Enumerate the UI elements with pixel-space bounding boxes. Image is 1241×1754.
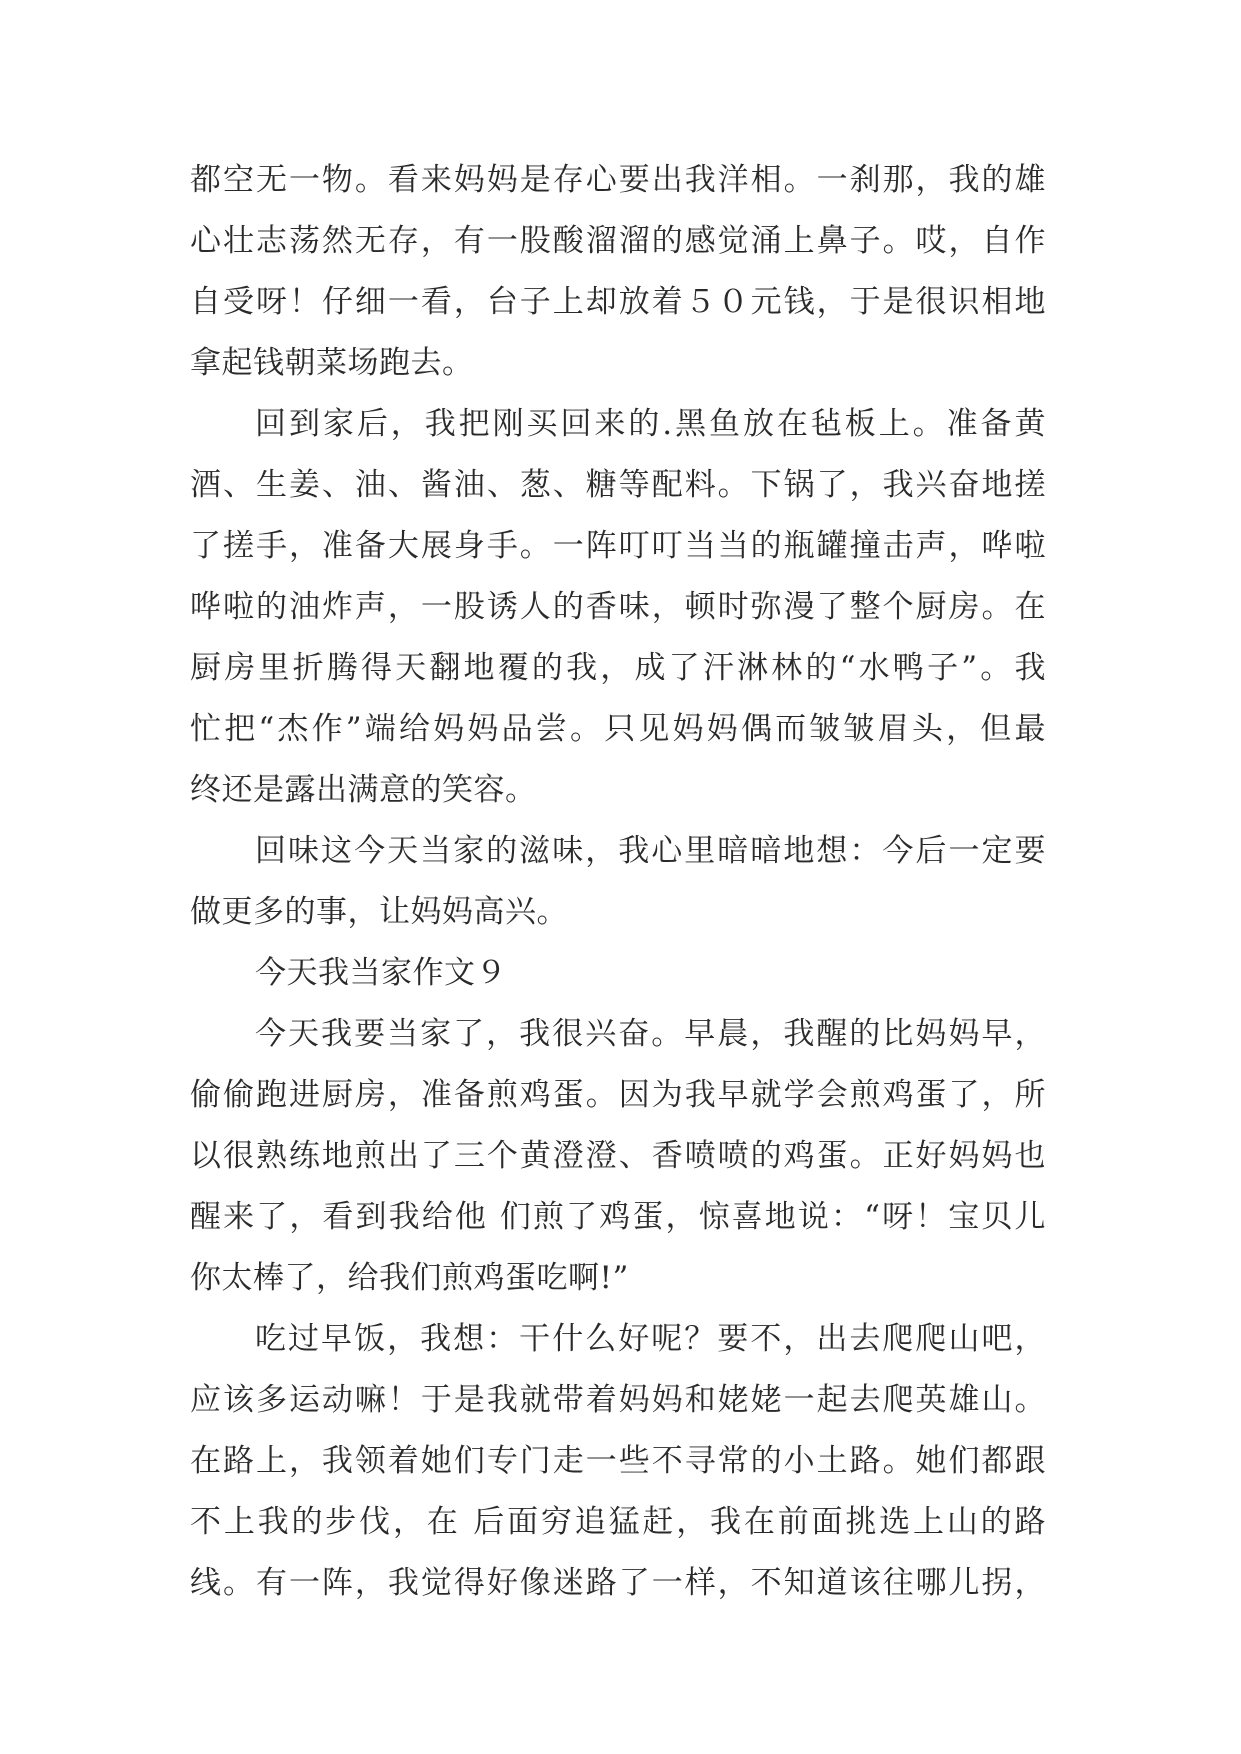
text-line: 偷偷跑进厨房，准备煎鸡蛋。因为我早就学会煎鸡蛋了，所 — [190, 1077, 1046, 1113]
text-line: 自受呀！仔细一看，台子上却放着５０元钱，于是很识相地 — [190, 284, 1046, 320]
section-heading: 今天我当家作文９ — [255, 955, 507, 991]
text-line: 心壮志荡然无存，有一股酸溜溜的感觉涌上鼻子。哎，自作 — [190, 223, 1046, 259]
text-line: 厨房里折腾得天翻地覆的我，成了汗淋林的“水鸭子”。我 — [190, 650, 1046, 686]
text-line: 醒来了，看到我给他 们煎了鸡蛋，惊喜地说：“呀！宝贝儿 — [190, 1199, 1046, 1235]
text-line: 都空无一物。看来妈妈是存心要出我洋相。一刹那，我的雄 — [190, 162, 1046, 198]
paragraph-start-line: 回味这今天当家的滋味，我心里暗暗地想：今后一定要 — [255, 833, 1046, 869]
paragraph-start-line: 回到家后，我把刚买回来的.黑鱼放在毡板上。准备黄 — [255, 406, 1046, 442]
paragraph-start-line: 吃过早饭，我想：干什么好呢？要不，出去爬爬山吧， — [255, 1321, 1046, 1357]
text-line: 在路上，我领着她们专门走一些不寻常的小土路。她们都跟 — [190, 1443, 1046, 1479]
text-line: 线。有一阵，我觉得好像迷路了一样，不知道该往哪儿拐， — [190, 1565, 1046, 1601]
document-body — [190, 150, 1046, 1614]
text-line: 终还是露出满意的笑容。 — [190, 772, 537, 808]
text-line: 你太棒了，给我们煎鸡蛋吃啊!” — [190, 1260, 629, 1296]
text-line: 酒、生姜、油、酱油、葱、糖等配料。下锅了，我兴奋地搓 — [190, 467, 1046, 503]
text-line: 忙把“杰作”端给妈妈品尝。只见妈妈偶而皱皱眉头，但最 — [190, 711, 1046, 747]
text-line: 了搓手，准备大展身手。一阵叮叮当当的瓶罐撞击声，哗啦 — [190, 528, 1046, 564]
text-line: 拿起钱朝菜场跑去。 — [190, 345, 474, 381]
text-line: 不上我的步伐，在 后面穷追猛赶，我在前面挑选上山的路 — [190, 1504, 1046, 1540]
text-line: 以很熟练地煎出了三个黄澄澄、香喷喷的鸡蛋。正好妈妈也 — [190, 1138, 1046, 1174]
paragraph-start-line: 今天我要当家了，我很兴奋。早晨，我醒的比妈妈早， — [255, 1016, 1046, 1052]
text-line: 做更多的事，让妈妈高兴。 — [190, 894, 568, 930]
text-line: 应该多运动嘛！于是我就带着妈妈和姥姥一起去爬英雄山。 — [190, 1382, 1046, 1418]
text-line: 哗啦的油炸声，一股诱人的香味，顿时弥漫了整个厨房。在 — [190, 589, 1046, 625]
